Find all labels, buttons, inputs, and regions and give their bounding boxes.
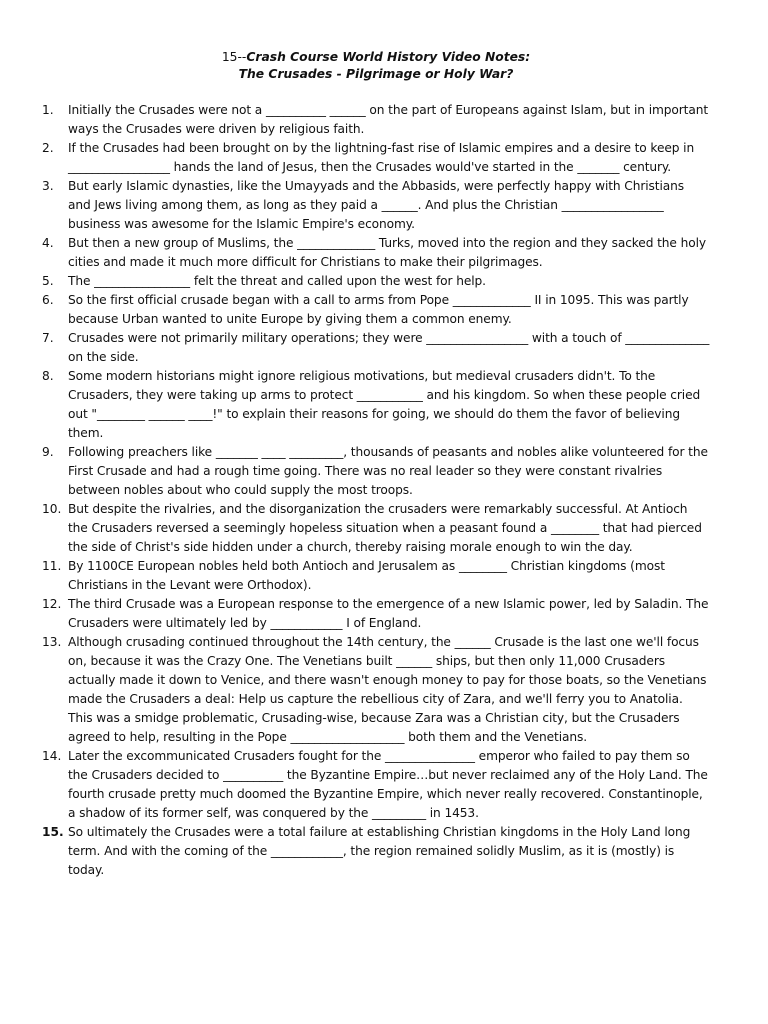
question-text: But early Islamic dynasties, like the Umayyads and the Abbasids, were perfectly happy with Christians and Jews living among them, as long as they paid a ______. And plus the Christian _________________ business was awesome for the Islamic Empire's economy. xyxy=(68,179,684,231)
question-text: Crusades were not primarily military operations; they were _________________ with a touch of ______________ on the side. xyxy=(68,331,710,364)
worksheet-number: 15-- xyxy=(221,50,247,64)
question-text: So the first official crusade began with a call to arms from Pope _____________ II in 1095. This was partly because Urban wanted to unite Europe by giving them a common enemy. xyxy=(68,293,689,326)
question-text: Following preachers like _______ ____ _________, thousands of peasants and nobles alike volunteered for the First Crusade and had a rough time going. There was no real leader so they were constant rivalries between nobles about who could supply the most troops. xyxy=(68,445,708,497)
question-item xyxy=(42,139,710,177)
question-number: 10. xyxy=(42,502,62,516)
question-text: But despite the rivalries, and the disorganization the crusaders were remarkably successful. At Antioch the Crusaders reversed a seemingly hopeless situation when a peasant found a ________ that had pierced the side of Christ's side hidden under a church, thereby raising morale enough to win the day. xyxy=(68,502,702,554)
question-text: The third Crusade was a European response to the emergence of a new Islamic power, led by Saladin. The Crusaders were ultimately led by ____________ I of England. xyxy=(68,597,709,630)
worksheet-header xyxy=(42,49,710,83)
question-item xyxy=(42,101,710,139)
question-text: But then a new group of Muslims, the _____________ Turks, moved into the region and they sacked the holy cities and made it much more difficult for Christians to make their pilgrimages. xyxy=(68,236,706,269)
question-number: 8. xyxy=(42,369,54,383)
question-number: 7. xyxy=(42,331,54,345)
question-number: 5. xyxy=(42,274,54,288)
question-item xyxy=(42,500,710,557)
question-number: 2. xyxy=(42,141,54,155)
question-text: If the Crusades had been brought on by the lightning-fast rise of Islamic empires and a desire to keep in _________________ hands the land of Jesus, then the Crusades would've started in the _______ century. xyxy=(68,141,695,174)
question-number: 9. xyxy=(42,445,54,459)
question-item xyxy=(42,747,710,823)
question-number: 1. xyxy=(42,103,54,117)
question-text: Initially the Crusades were not a __________ ______ on the part of Europeans against Islam, but in important ways the Crusades were driven by religious faith. xyxy=(68,103,709,136)
question-text: Some modern historians might ignore religious motivations, but medieval crusaders didn't. To the Crusaders, they were taking up arms to protect ___________ and his kingdom. So when these people cried out "________ ______ ____!" to explain their reasons for going, we should do them the favor of believing them. xyxy=(68,369,701,440)
worksheet-subtitle: The Crusades - Pilgrimage or Holy War? xyxy=(238,67,514,81)
question-number: 15. xyxy=(42,825,64,839)
question-number: 6. xyxy=(42,293,54,307)
question-item xyxy=(42,329,710,367)
question-number: 4. xyxy=(42,236,54,250)
question-text: The ________________ felt the threat and called upon the west for help. xyxy=(68,274,486,288)
question-text: So ultimately the Crusades were a total failure at establishing Christian kingdoms in the Holy Land long term. And with the coming of the ____________, the region remained solidly Muslim, as it is (mostly) is today. xyxy=(68,825,691,877)
question-item xyxy=(42,272,710,291)
question-number: 14. xyxy=(42,749,62,763)
question-item xyxy=(42,443,710,500)
question-item xyxy=(42,633,710,747)
worksheet-title: Crash Course World History Video Notes: xyxy=(246,50,531,64)
question-item xyxy=(42,823,710,880)
question-text: Although crusading continued throughout the 14th century, the ______ Crusade is the last one we'll focus on, because it was the Crazy One. The Venetians built ______ ships, but then only 11,000 Crusaders actually made it down to Venice, and there wasn't enough money to pay for those boats, so the Venetians made the Crusaders a deal: Help us capture the rebellious city of Zara, and we'll ferry you to Anatolia. This was a smidge problematic, Crusading-wise, because Zara was a Christian city, but the Crusaders agreed to help, resulting in the Pope ___________________ both them and the Venetians. xyxy=(68,635,707,744)
question-number: 12. xyxy=(42,597,62,611)
question-text: Later the excommunicated Crusaders fought for the _______________ emperor who failed to pay them so the Crusaders decided to __________ the Byzantine Empire…but never reclaimed any of the Holy Land. The fourth crusade pretty much doomed the Byzantine Empire, which never really recovered. Constantinople, a shadow of its former self, was conquered by the _________ in 1453. xyxy=(68,749,708,820)
question-number: 11. xyxy=(42,559,62,573)
question-text: By 1100CE European nobles held both Antioch and Jerusalem as ________ Christian kingdoms (most Christians in the Levant were Orthodox). xyxy=(68,559,665,592)
question-item xyxy=(42,595,710,633)
question-item xyxy=(42,177,710,234)
question-number: 3. xyxy=(42,179,54,193)
question-list xyxy=(42,101,710,880)
question-item xyxy=(42,234,710,272)
question-item xyxy=(42,557,710,595)
question-number: 13. xyxy=(42,635,62,649)
question-item xyxy=(42,291,710,329)
question-item xyxy=(42,367,710,443)
